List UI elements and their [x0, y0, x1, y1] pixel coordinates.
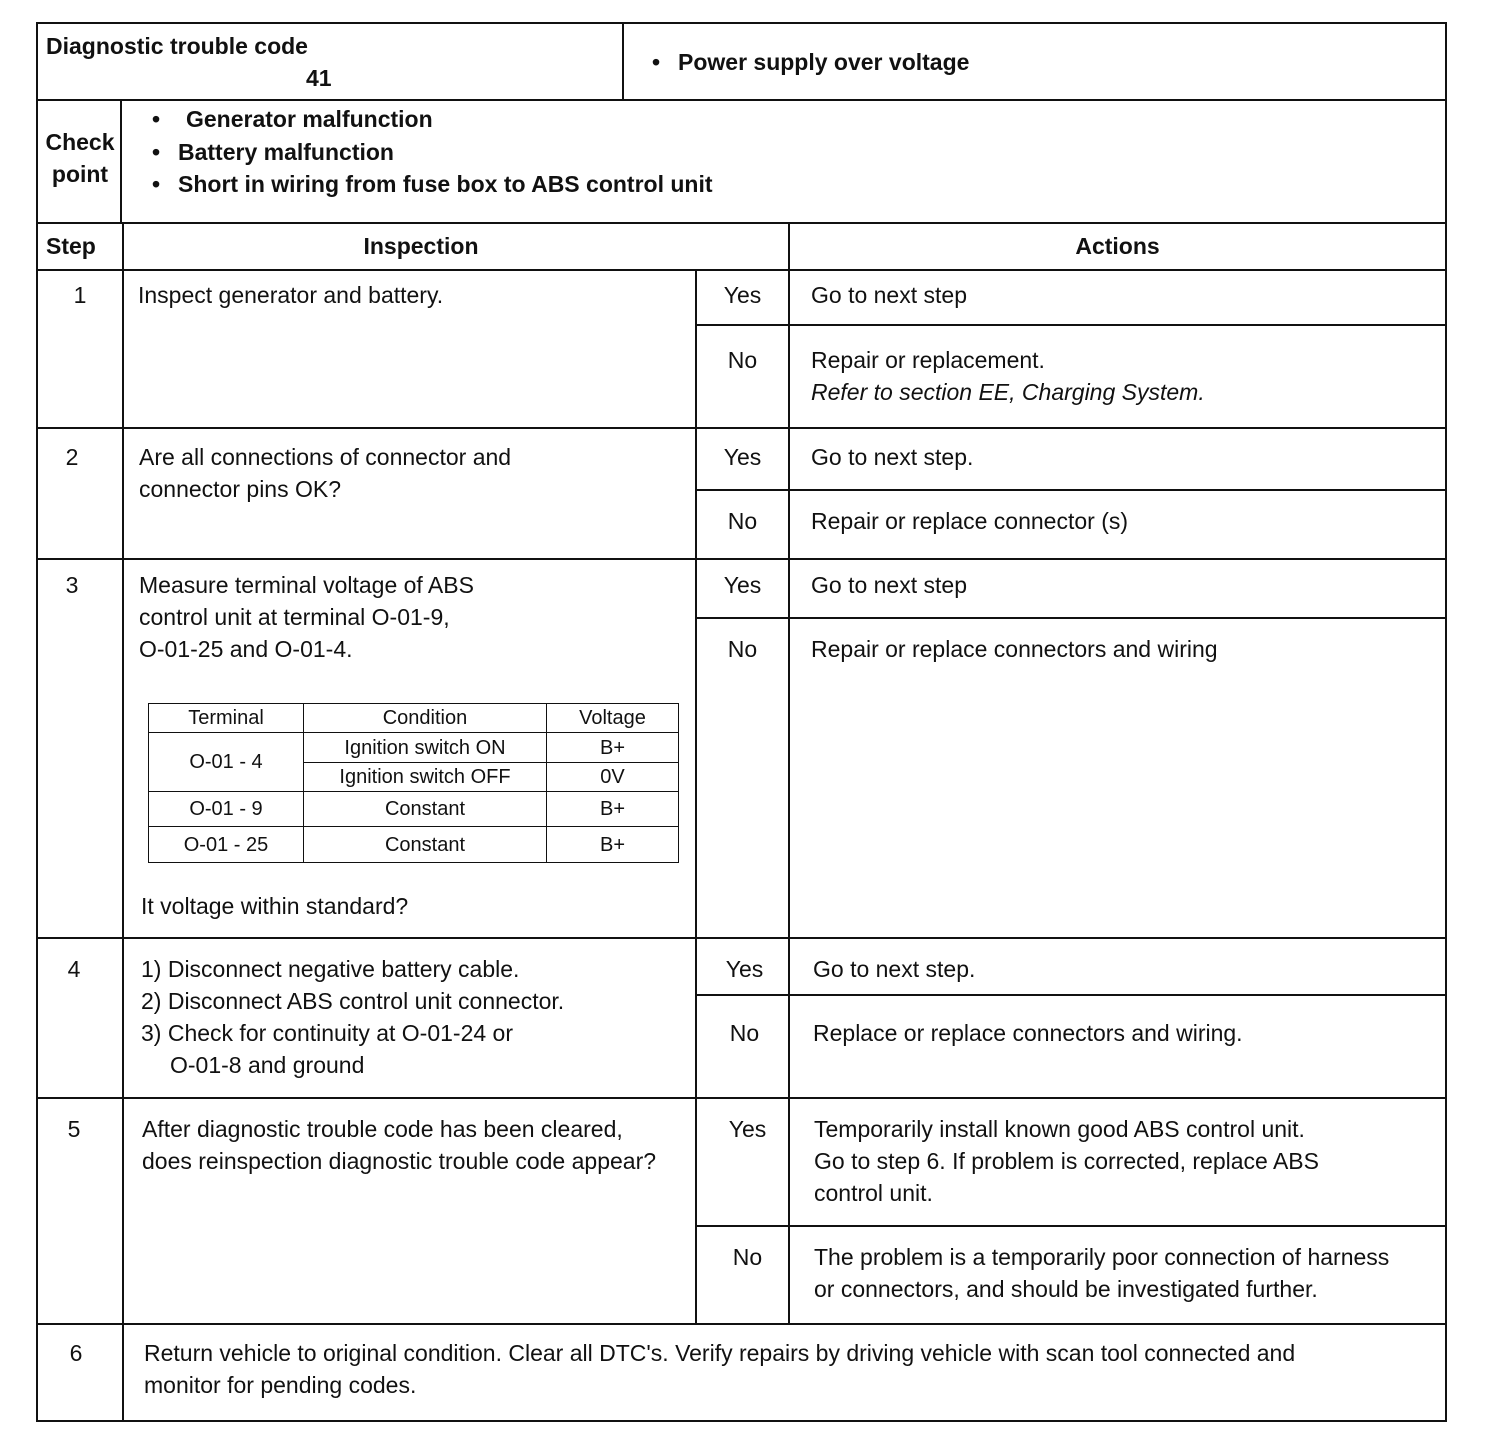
no-action: Repair or replace connectors and wiring	[811, 636, 1218, 662]
frame-top	[36, 22, 1447, 24]
yes-action: Go to next step	[811, 572, 967, 598]
row2-yesno-sep	[695, 489, 1447, 491]
dtc-description: Power supply over voltage	[678, 49, 970, 75]
yes-action: Temporarily install known good ABS control unit.	[814, 1116, 1305, 1142]
frame-right	[1445, 22, 1447, 1422]
row4-yesno-sep	[695, 994, 1447, 996]
condition-cell: Constant	[304, 827, 547, 863]
step-inspection: Inspect generator and battery.	[138, 282, 444, 308]
checkpoint-label-1: Check	[45, 129, 115, 155]
terminal-cell: O-01 - 25	[149, 827, 304, 863]
dtc-label: Diagnostic trouble code	[46, 33, 308, 59]
step-number: 6	[69, 1340, 83, 1366]
condition-cell: Ignition switch OFF	[304, 763, 547, 792]
voltage-cell: B+	[547, 827, 679, 863]
voltage-table	[148, 703, 679, 863]
checkpoint-item: Short in wiring from fuse box to ABS control unit	[178, 171, 713, 197]
checkpoint-bullet: •	[152, 139, 161, 165]
checkpoint-bullet: •	[152, 106, 161, 132]
yes-label: Yes	[728, 1116, 767, 1142]
no-action: or connectors, and should be investigated further.	[814, 1276, 1318, 1302]
step-inspection: Are all connections of connector and	[139, 444, 512, 470]
yes-label: Yes	[723, 282, 762, 308]
step-inspection: O-01-8 and ground	[170, 1052, 365, 1078]
step-number: 2	[65, 444, 79, 470]
step-inspection: Return vehicle to original condition. Clear all DTC's. Verify repairs by driving vehicle with scan tool connected and	[144, 1340, 1296, 1366]
voltage-table-header: Voltage	[547, 704, 679, 733]
header-bottom	[36, 99, 1447, 101]
frame-left	[36, 22, 38, 1422]
no-action: Replace or replace connectors and wiring.	[813, 1020, 1243, 1046]
step-col-divider	[122, 222, 124, 1422]
row5-yesno-sep	[695, 1225, 1447, 1227]
voltage-table-header: Condition	[304, 704, 547, 733]
row5-bottom	[36, 1323, 1447, 1325]
yes-label: Yes	[723, 444, 762, 470]
condition-cell: Constant	[304, 792, 547, 827]
step-inspection: connector pins OK?	[139, 476, 342, 502]
no-action: Repair or replacement.	[811, 347, 1045, 373]
col-header-inspection: Inspection	[363, 233, 479, 259]
yes-action: Go to step 6. If problem is corrected, replace ABS	[814, 1148, 1319, 1174]
terminal-cell: O-01 - 4	[149, 733, 304, 792]
step-inspection: monitor for pending codes.	[144, 1372, 417, 1398]
no-action: Repair or replace connector (s)	[811, 508, 1129, 534]
step-inspection: control unit at terminal O-01-9,	[139, 604, 450, 630]
colheader-bottom	[36, 269, 1447, 271]
yes-action: control unit.	[814, 1180, 933, 1206]
no-action-reference: Refer to section EE, Charging System.	[811, 379, 1205, 405]
yes-label: Yes	[723, 572, 762, 598]
step-inspection: After diagnostic trouble code has been cleared,	[142, 1116, 623, 1142]
row1-bottom	[36, 427, 1447, 429]
step-number: 1	[73, 282, 87, 308]
frame-bottom	[36, 1420, 1447, 1422]
checkpoint-bottom	[36, 222, 1447, 224]
step-inspection: 2) Disconnect ABS control unit connector.	[141, 988, 565, 1014]
row2-bottom	[36, 558, 1447, 560]
col-header-actions: Actions	[1075, 233, 1160, 259]
checkpoint-bullet: •	[152, 171, 161, 197]
step-inspection: 3) Check for continuity at O-01-24 or	[141, 1020, 513, 1046]
step-number: 4	[67, 956, 81, 982]
row3-bottom	[36, 937, 1447, 939]
step-inspection: 1) Disconnect negative battery cable.	[141, 956, 520, 982]
step-inspection: O-01-25 and O-01-4.	[139, 636, 353, 662]
header-divider	[622, 22, 624, 100]
yes-action: Go to next step.	[811, 444, 974, 470]
checkpoint-label-2: point	[51, 161, 109, 187]
no-label: No	[727, 347, 758, 373]
step-number: 3	[65, 572, 79, 598]
checkpoint-item: Generator malfunction	[186, 106, 433, 132]
no-label: No	[727, 636, 758, 662]
step-question: It voltage within standard?	[141, 893, 409, 919]
voltage-cell: B+	[547, 792, 679, 827]
actions-col-divider	[788, 222, 790, 1325]
step-inspection: Measure terminal voltage of ABS	[139, 572, 474, 598]
yes-label: Yes	[725, 956, 764, 982]
dtc-value: 41	[306, 65, 332, 91]
checkpoint-item: Battery malfunction	[178, 139, 394, 165]
voltage-cell: B+	[547, 733, 679, 763]
row4-bottom	[36, 1097, 1447, 1099]
step-inspection: does reinspection diagnostic trouble code appear?	[142, 1148, 657, 1174]
step-number: 5	[67, 1116, 81, 1142]
row3-yesno-sep	[695, 617, 1447, 619]
header-bullet: •	[652, 49, 661, 75]
no-label: No	[729, 1020, 760, 1046]
no-label: No	[727, 508, 758, 534]
yes-action: Go to next step	[811, 282, 967, 308]
voltage-cell: 0V	[547, 763, 679, 792]
row1-yesno-sep	[695, 324, 1447, 326]
no-action: The problem is a temporarily poor connection of harness	[814, 1244, 1390, 1270]
yes-action: Go to next step.	[813, 956, 976, 982]
terminal-cell: O-01 - 9	[149, 792, 304, 827]
no-label: No	[732, 1244, 763, 1270]
col-header-step: Step	[46, 233, 96, 259]
voltage-table-header: Terminal	[149, 704, 304, 733]
condition-cell: Ignition switch ON	[304, 733, 547, 763]
